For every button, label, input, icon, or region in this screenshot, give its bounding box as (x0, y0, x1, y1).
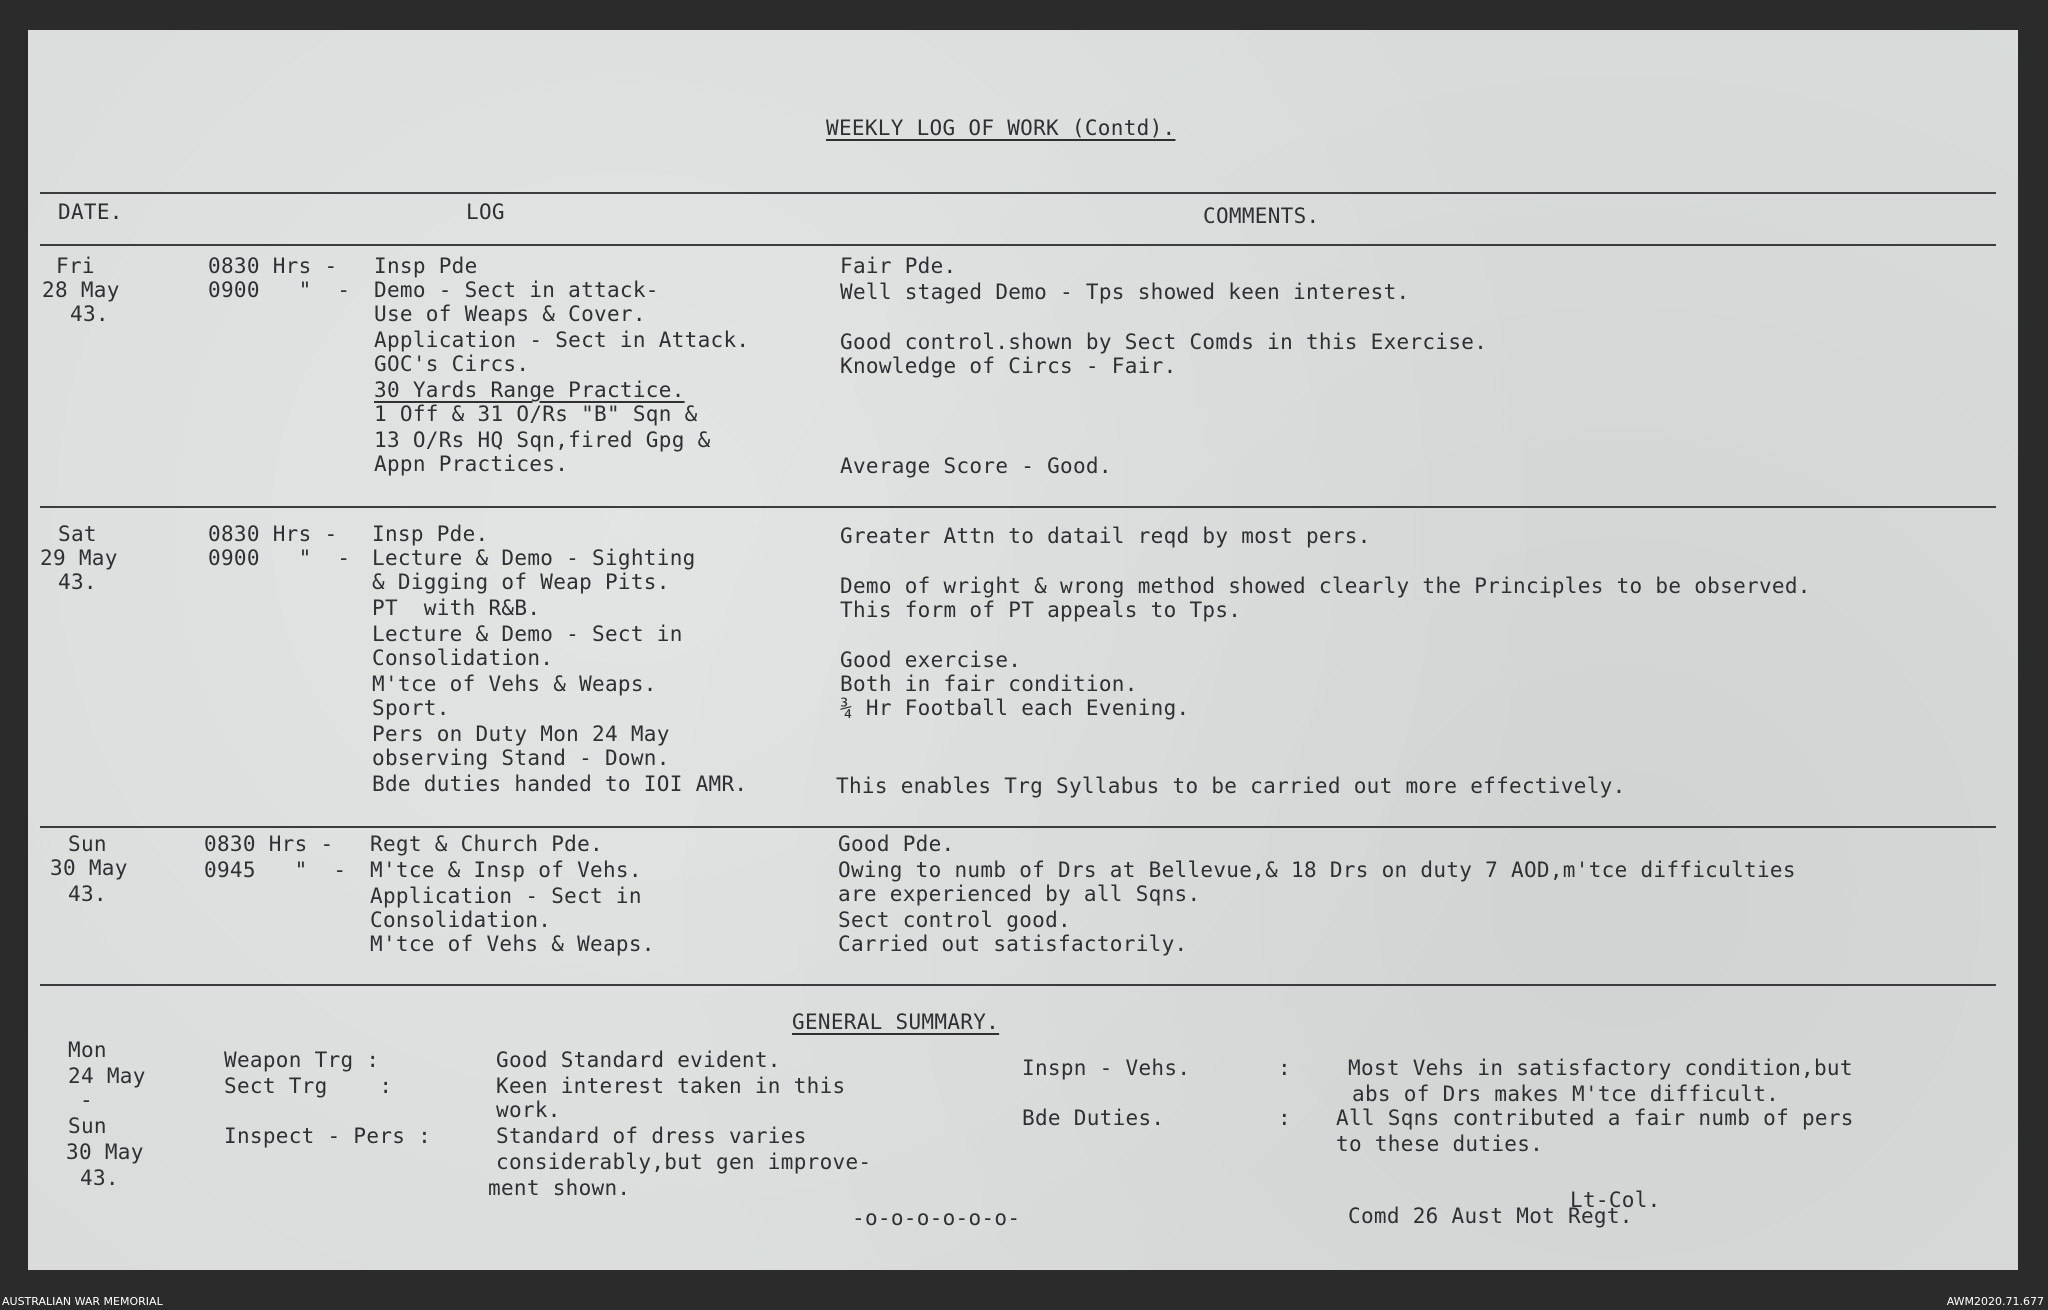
sect-trg-value: work. (496, 1098, 561, 1122)
day2-log-line: Bde duties handed to IOI AMR. (372, 772, 748, 796)
day3-log-line: Application - Sect in (370, 884, 642, 908)
document-title: WEEKLY LOG OF WORK (Contd). (826, 116, 1176, 140)
day1-log-line: Insp Pde (374, 254, 478, 278)
day3-date-day: Sun (68, 832, 107, 856)
day2-log-line: Sport. (372, 696, 450, 720)
day2-log-line: PT with R&B. (372, 596, 541, 620)
inspect-pers-value: ment shown. (488, 1176, 631, 1200)
rule-top (40, 192, 1996, 194)
summary-heading: GENERAL SUMMARY. (792, 1010, 1000, 1034)
signature-rank: Lt-Col. (1570, 1188, 1661, 1212)
day1-comment: Average Score - Good. (840, 454, 1112, 478)
footer-institution: AUSTRALIAN WAR MEMORIAL (2, 1295, 163, 1308)
day2-comment-text: Hr Football each Evening. (852, 696, 1190, 720)
day1-comment: Knowledge of Circs - Fair. (840, 354, 1177, 378)
day1-time-2: 0900 " - (208, 278, 351, 302)
day1-comment: Well staged Demo - Tps showed keen interest. (840, 280, 1410, 304)
day2-time-2: 0900 " - (208, 546, 351, 570)
day2-log-line: Consolidation. (372, 646, 554, 670)
summary-date-line: Sun (68, 1114, 107, 1138)
day2-log-line: Pers on Duty Mon 24 May (372, 722, 670, 746)
day2-log-line: & Digging of Weap Pits. (372, 570, 670, 594)
day3-log-line: Consolidation. (370, 908, 552, 932)
header-date: DATE. (58, 200, 123, 224)
bde-duties-colon: : (1278, 1106, 1291, 1130)
day2-log-line: Insp Pde. (372, 522, 489, 546)
day2-comment: Greater Attn to datail reqd by most pers. (840, 524, 1371, 548)
day1-log-line: Appn Practices. (374, 452, 569, 476)
closing-divider: -o-o-o-o-o-o- (852, 1206, 1021, 1230)
day1-date-day: Fri (56, 254, 95, 278)
inspect-pers-value: Standard of dress varies (496, 1124, 807, 1148)
header-log: LOG (466, 200, 505, 224)
day2-date-day: Sat (58, 522, 97, 546)
day1-log-line: GOC's Circs. (374, 352, 530, 376)
sect-trg-label: Sect Trg : (224, 1074, 393, 1098)
day1-time-1: 0830 Hrs - (208, 254, 338, 278)
weapon-trg-value: Good Standard evident. (496, 1048, 781, 1072)
sect-trg-value: Keen interest taken in this (496, 1074, 846, 1098)
day1-log-line: 13 O/Rs HQ Sqn,fired Gpg & (374, 428, 711, 452)
day1-log-line: Use of Weaps & Cover. (374, 302, 646, 326)
day3-time-1: 0830 Hrs - (204, 832, 334, 856)
day2-log-line: Lecture & Demo - Sighting (372, 546, 696, 570)
summary-date-line: - (80, 1088, 93, 1112)
summary-date-line: 43. (80, 1166, 119, 1190)
bde-duties-value: All Sqns contributed a fair numb of pers (1336, 1106, 1854, 1130)
inspect-pers-value: considerably,but gen improve- (496, 1150, 872, 1174)
day1-log-line: Demo - Sect in attack- (374, 278, 659, 302)
rule-header (40, 244, 1996, 246)
day2-log-line: observing Stand - Down. (372, 746, 670, 770)
day2-date-year: 43. (58, 570, 97, 594)
typed-document (28, 30, 2018, 1270)
inspn-vehs-label: Inspn - Vehs. (1022, 1056, 1191, 1080)
inspect-pers-label: Inspect - Pers : (224, 1124, 432, 1148)
day1-log-line: 30 Yards Range Practice. (374, 378, 685, 402)
inspn-vehs-colon: : (1278, 1056, 1291, 1080)
rule-day3 (40, 984, 1996, 986)
day2-log-line: M'tce of Vehs & Weaps. (372, 672, 657, 696)
day3-date-year: 43. (68, 882, 107, 906)
day2-comment: This form of PT appeals to Tps. (840, 598, 1242, 622)
weapon-trg-label: Weapon Trg : (224, 1048, 380, 1072)
signature-block: Comd 26 Aust Mot Regt. (1348, 1204, 1633, 1228)
day3-comment: Sect control good. (838, 908, 1071, 932)
three-quarter-fraction: ¾ (840, 696, 853, 720)
day2-date-month: 29 May (40, 546, 118, 570)
day3-comment: Carried out satisfactorily. (838, 932, 1188, 956)
day1-comment: Good control.shown by Sect Comds in this Exercise. (840, 330, 1488, 354)
day3-log-line: M'tce & Insp of Vehs. (370, 858, 642, 882)
rule-day2 (40, 826, 1996, 828)
day1-log-line: 1 Off & 31 O/Rs "B" Sqn & (374, 402, 698, 426)
day1-date-year: 43. (70, 302, 109, 326)
day3-comment: are experienced by all Sqns. (838, 882, 1201, 906)
day3-time-2: 0945 " - (204, 858, 347, 882)
day2-time-1: 0830 Hrs - (208, 522, 338, 546)
day2-comment: Good exercise. (840, 648, 1022, 672)
summary-date-line: Mon (68, 1038, 107, 1062)
footer-accession: AWM2020.71.677 (1946, 1295, 2044, 1308)
summary-date-line: 30 May (66, 1140, 144, 1164)
day3-log-line: M'tce of Vehs & Weaps. (370, 932, 655, 956)
day3-comment: Good Pde. (838, 832, 955, 856)
day1-comment: Fair Pde. (840, 254, 957, 278)
bde-duties-value: to these duties. (1336, 1132, 1544, 1156)
summary-date-line: 24 May (68, 1064, 146, 1088)
day3-date-month: 30 May (50, 856, 128, 880)
day3-log-line: Regt & Church Pde. (370, 832, 603, 856)
day2-comment: Both in fair condition. (840, 672, 1138, 696)
day2-comment (840, 696, 1189, 720)
day1-date-month: 28 May (42, 278, 120, 302)
rule-day1 (40, 506, 1996, 508)
header-comments: COMMENTS. (1203, 204, 1320, 228)
day2-comment: Demo of wright & wrong method showed clearly the Principles to be observed. (840, 574, 1811, 598)
day1-log-line: Application - Sect in Attack. (374, 328, 750, 352)
bde-duties-label: Bde Duties. (1022, 1106, 1165, 1130)
day3-comment: Owing to numb of Drs at Bellevue,& 18 Drs on duty 7 AOD,m'tce difficulties (838, 858, 1796, 882)
inspn-vehs-value: abs of Drs makes M'tce difficult. (1352, 1082, 1780, 1106)
inspn-vehs-value: Most Vehs in satisfactory condition,but (1348, 1056, 1853, 1080)
day2-log-line: Lecture & Demo - Sect in (372, 622, 683, 646)
day2-comment: This enables Trg Syllabus to be carried out more effectively. (836, 774, 1626, 798)
